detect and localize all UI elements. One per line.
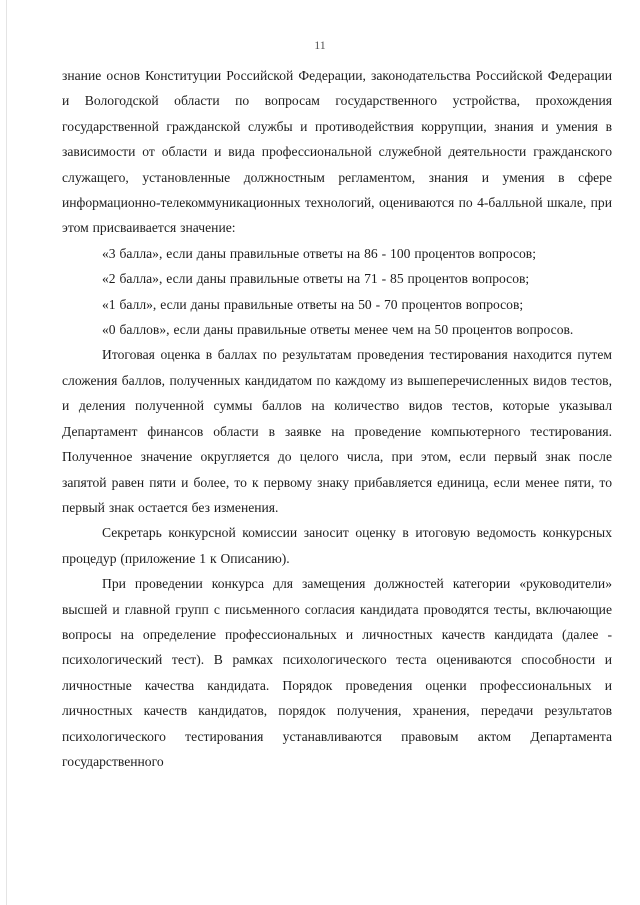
document-body: [62, 63, 612, 774]
paragraph-score-2: «2 балла», если даны правильные ответы на 71 - 85 процентов вопросов;: [102, 271, 530, 287]
paragraph-score-1: «1 балл», если даны правильные ответы на 50 - 70 процентов вопросов;: [102, 296, 524, 312]
paragraph-knowledge-assessment: знание основ Конституции Российской Федерации, законодательства Российской Федерации и Вологодской области по вопросам государственного устройства, прохождения государственной гражданской службы и противодействия коррупции, знания и умения в зависимости от области и вида профессиональной служебной деятельности гражданского служащего, установленные должностным регламентом, знания и умения в сфере информационно-телекоммуникационных технологий, оцениваются по 4-балльной шкале, при этом присваивается значение:: [62, 68, 612, 236]
page-number: 11: [314, 38, 326, 52]
paragraph-psychological-test: При проведении конкурса для замещения должностей категории «руководители» высшей и главной групп с письменного согласия кандидата проводятся тесты, включающие вопросы на определение профессиональных и личностных качеств кандидата (далее - психологический тест). В рамках психологического теста оцениваются способности и личностные качества кандидата. Порядок проведения оценки профессиональных и личностных качеств кандидатов, порядок получения, хранения, передачи результатов психологического тестирования устанавливаются правовым актом Департамента государственного: [62, 576, 612, 769]
paragraph-score-3: «3 балла», если даны правильные ответы на 86 - 100 процентов вопросов;: [102, 245, 536, 261]
paragraph-score-0: «0 баллов», если даны правильные ответы менее чем на 50 процентов вопросов.: [102, 322, 574, 338]
paragraph-final-score: Итоговая оценка в баллах по результатам проведения тестирования находится путем сложения баллов, полученных кандидатом по каждому из вышеперечисленных видов тестов, и деления полученной суммы баллов на количество видов тестов, которые указывал Департамент финансов области в заявке на проведение компьютерного тестирования. Полученное значение округляется до целого числа, при этом, если первый знак после запятой равен пяти и более, то к первому знаку прибавляется единица, если менее пяти, то первый знак остается без изменения.: [62, 347, 612, 515]
scan-edge-line: [6, 0, 7, 905]
paragraph-secretary: Секретарь конкурсной комиссии заносит оценку в итоговую ведомость конкурсных процедур (приложение 1 к Описанию).: [62, 525, 612, 566]
